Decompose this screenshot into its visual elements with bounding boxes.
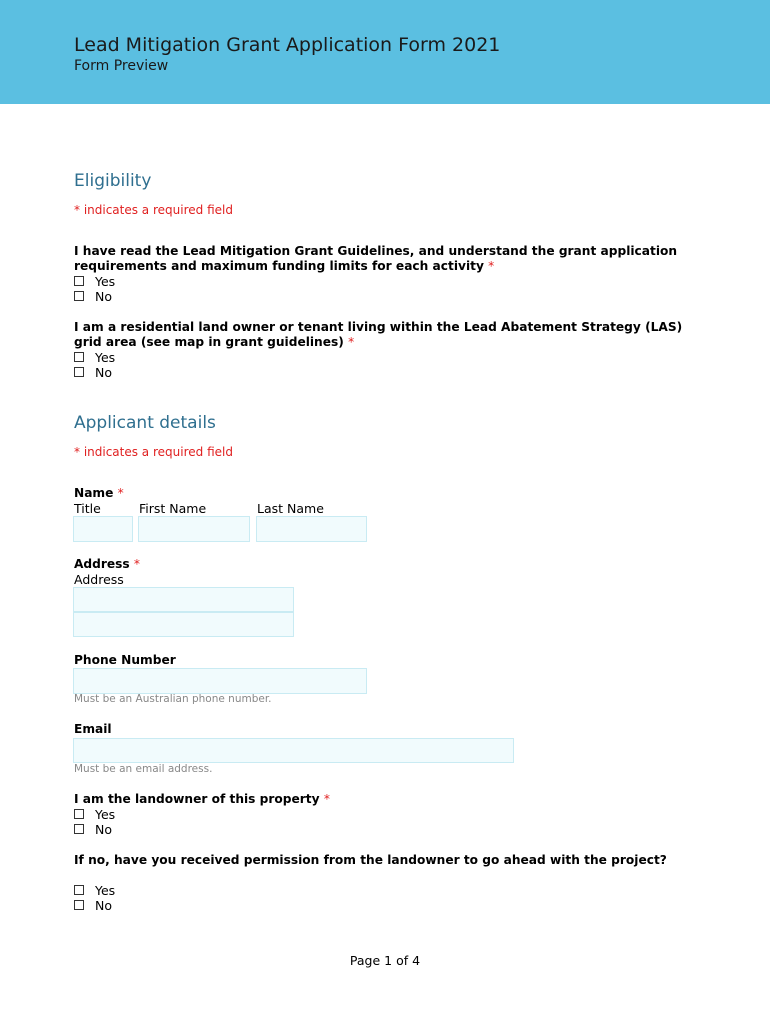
address-line-1-input[interactable] [73,587,294,612]
checkbox-icon[interactable] [74,276,84,286]
option-label: No [95,822,112,837]
title-input[interactable] [73,516,133,542]
email-label: Email [74,722,112,736]
required-star: * [348,335,355,349]
landowner-question-text: I am the landowner of this property [74,792,320,806]
checkbox-icon[interactable] [74,809,84,819]
eligibility-heading: Eligibility [74,171,152,191]
required-star: * [488,259,495,273]
page-indicator: Page 1 of 4 [349,953,421,968]
first-name-input[interactable] [138,516,250,542]
checkbox-icon[interactable] [74,352,84,362]
las-area-question [74,320,694,350]
address-line-2-input[interactable] [73,612,294,637]
phone-label: Phone Number [74,653,176,667]
required-field-note: * indicates a required field [74,445,233,459]
last-name-input[interactable] [256,516,367,542]
address-label [74,557,694,572]
required-field-note: * indicates a required field [74,203,233,217]
name-label [74,486,694,501]
permission-option-yes[interactable] [74,883,115,898]
option-label: Yes [95,807,116,822]
permission-question: If no, have you received permission from the landowner to go ahead with the project? [74,853,667,867]
option-label: Yes [95,883,116,898]
name-label-text: Name [74,486,114,500]
checkbox-icon[interactable] [74,824,84,834]
option-label: Yes [95,350,116,365]
option-label: Yes [95,274,116,289]
checkbox-icon[interactable] [74,367,84,377]
guidelines-question [74,244,694,274]
required-star: * [133,557,141,571]
address-label-text: Address [74,557,130,571]
option-label: No [95,365,112,380]
checkbox-icon[interactable] [74,291,84,301]
permission-option-no[interactable] [74,898,112,913]
title-label: Title [74,501,101,516]
las-area-option-no[interactable] [74,365,112,380]
form-subtitle: Form Preview [74,58,169,74]
checkbox-icon[interactable] [74,885,84,895]
first-name-label: First Name [139,501,207,516]
required-star: * [323,792,330,806]
phone-input[interactable] [73,668,367,694]
option-label: No [95,898,112,913]
address-sub-label: Address [74,572,124,587]
option-label: No [95,289,112,304]
guidelines-option-yes[interactable] [74,274,115,289]
guidelines-option-no[interactable] [74,289,112,304]
email-input[interactable] [73,738,514,763]
las-area-question-text: I am a residential land owner or tenant living within the Lead Abatement Strategy (LAS) grid area (see map in grant guidelines) [74,320,683,349]
required-star: * [117,486,124,500]
checkbox-icon[interactable] [74,900,84,910]
applicant-details-heading: Applicant details [74,413,216,433]
email-hint: Must be an email address. [74,763,213,775]
phone-hint: Must be an Australian phone number. [74,693,272,705]
landowner-option-no[interactable] [74,822,112,837]
form-title: Lead Mitigation Grant Application Form 2021 [74,34,501,56]
las-area-option-yes[interactable] [74,350,115,365]
landowner-question [74,792,694,807]
last-name-label: Last Name [257,501,324,516]
form-header [0,0,770,104]
guidelines-question-text: I have read the Lead Mitigation Grant Guidelines, and understand the grant application requirements and maximum funding limits for each activity [74,244,678,273]
landowner-option-yes[interactable] [74,807,115,822]
